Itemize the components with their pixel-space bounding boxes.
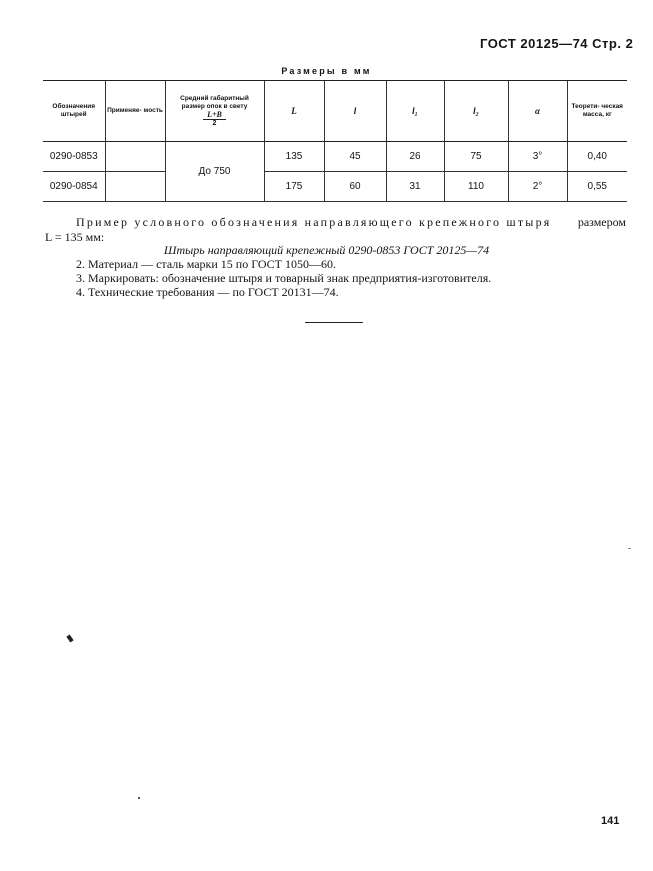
cell-L: 135 bbox=[264, 142, 324, 172]
flask-size-fraction bbox=[203, 111, 226, 128]
table-caption: Размеры в мм bbox=[281, 66, 372, 76]
cell-designation: 0290-0854 bbox=[43, 172, 105, 202]
cell-designation: 0290-0853 bbox=[43, 142, 105, 172]
cell-l1: 26 bbox=[386, 142, 444, 172]
cell-l2: 110 bbox=[444, 172, 508, 202]
header-l2: l₂ bbox=[444, 81, 508, 142]
cell-alpha: 3° bbox=[508, 142, 567, 172]
header-designation: Обозначения штырей bbox=[43, 81, 105, 142]
cell-L: 175 bbox=[264, 172, 324, 202]
header-mass: Теорети- ческая масса, кг bbox=[567, 81, 627, 142]
page-label: Стр. 2 bbox=[592, 36, 634, 51]
cell-alpha: 2° bbox=[508, 172, 567, 202]
cell-flask-size: До 750 bbox=[165, 142, 264, 202]
cell-mass: 0,55 bbox=[567, 172, 627, 202]
dimensions-table bbox=[43, 80, 627, 202]
standard-code: ГОСТ 20125—74 bbox=[480, 36, 589, 51]
header-flask-size bbox=[165, 81, 264, 142]
scan-speck bbox=[138, 797, 140, 799]
header-L: L bbox=[264, 81, 324, 142]
cell-l: 60 bbox=[324, 172, 386, 202]
page-header bbox=[480, 36, 633, 51]
cell-l: 45 bbox=[324, 142, 386, 172]
header-alpha: α bbox=[508, 81, 567, 142]
header-l1: l₁ bbox=[386, 81, 444, 142]
cell-l1: 31 bbox=[386, 172, 444, 202]
header-applicability: Применяе- мость bbox=[105, 81, 165, 142]
example-intro-end: размером bbox=[577, 215, 626, 229]
page-number: 141 bbox=[601, 815, 620, 827]
cell-applicability bbox=[105, 172, 165, 202]
fraction-numerator: L+B bbox=[203, 111, 226, 120]
table-row bbox=[43, 172, 627, 202]
flask-size-line1: Средний габаритный bbox=[180, 94, 249, 102]
cell-mass: 0,40 bbox=[567, 142, 627, 172]
cell-l2: 75 bbox=[444, 142, 508, 172]
example-designation: Штырь направляющий крепежный 0290-0853 ГОСТ 20125—74 bbox=[163, 243, 490, 257]
fraction-denominator: 2 bbox=[212, 119, 217, 127]
note-marking: 3. Маркировать: обозначение штыря и товарный знак предприятия-изготовителя. bbox=[76, 271, 492, 285]
scan-speck bbox=[66, 634, 73, 642]
scan-speck bbox=[628, 548, 631, 549]
note-material: 2. Материал — сталь марки 15 по ГОСТ 1050—60. bbox=[76, 257, 337, 271]
example-size: L = 135 мм: bbox=[45, 230, 105, 244]
table-header-row bbox=[43, 81, 627, 142]
table-row bbox=[43, 142, 627, 172]
section-divider bbox=[305, 322, 363, 323]
example-intro-text: Пример условного обозначения направляющего крепежного штыря bbox=[76, 215, 552, 229]
note-technical-requirements: 4. Технические требования — по ГОСТ 20131—74. bbox=[76, 285, 339, 299]
cell-applicability bbox=[105, 142, 165, 172]
header-l: l bbox=[324, 81, 386, 142]
flask-size-line2: размер опок в свету bbox=[181, 102, 248, 110]
example-intro bbox=[76, 215, 626, 230]
